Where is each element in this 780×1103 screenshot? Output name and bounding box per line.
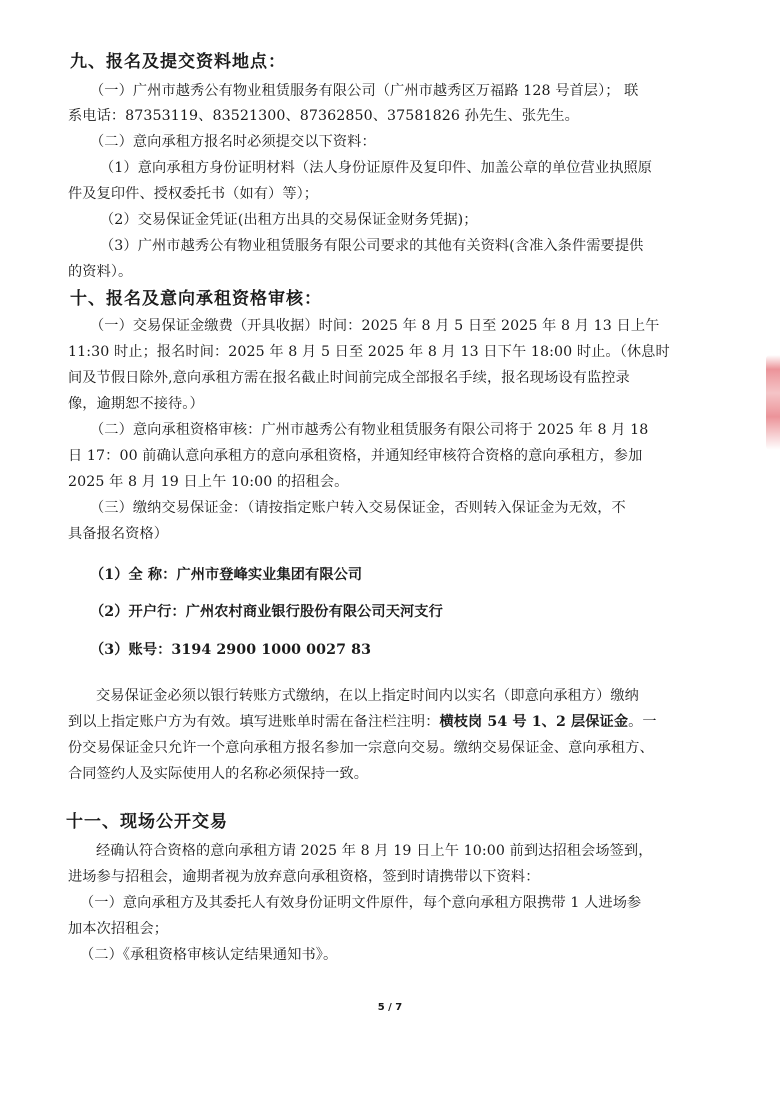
s10-para-2 — [68, 712, 657, 732]
s10-line-4: 像，逾期恕不接待。） — [68, 396, 204, 412]
seal-stamp-edge — [766, 355, 780, 450]
section-11-heading: 十一、现场公开交易 — [66, 812, 228, 832]
s11-line-3: （一）意向承租方及其委托人有效身份证明文件原件，每个意向承租方限携带 1 人进场参 — [80, 895, 642, 911]
account-number: （3）账号：3194 2900 1000 0027 83 — [90, 642, 372, 658]
s11-line-2: 进场参与招租会，逾期者视为放弃意向承租资格，签到时请携带以下资料： — [68, 869, 540, 885]
account-name: （1）全 称：广州市登峰实业集团有限公司 — [90, 567, 363, 583]
s9-line-4: （1）意向承租方身份证明材料（法人身份证原件及复印件、加盖公章的单位营业执照原 — [100, 160, 653, 176]
s9-line-2: 系电话：87353119、83521300、87362850、37581826 孙先生、张先生。 — [68, 108, 579, 124]
s10-line-6: 日 17：00 前确认意向承租方的意向承租资格，并通知经审核符合资格的意向承租方，参加 — [68, 448, 643, 464]
page-number: 5 / 7 — [377, 1002, 403, 1013]
s10-line-5: （二）意向承租资格审核：广州市越秀公有物业租赁服务有限公司将于 2025 年 8 月 18 — [90, 422, 649, 438]
s10-line-1: （一）交易保证金缴费（开具收据）时间：2025 年 8 月 5 日至 2025 年 8 月 13 日上午 — [90, 318, 660, 334]
deposit-remark: 横枝岗 54 号 1、2 层保证金 — [439, 714, 629, 730]
s10-line-9: 具备报名资格） — [68, 526, 169, 542]
section-9-heading: 九、报名及提交资料地点： — [70, 52, 286, 72]
s10-line-8: （三）缴纳交易保证金：（请按指定账户转入交易保证金，否则转入保证金为无效，不 — [90, 500, 626, 516]
s10-line-3: 间及节假日除外,意向承租方需在报名截止时间前完成全部报名手续，报名现场设有监控录 — [68, 370, 630, 386]
s11-line-1: 经确认符合资格的意向承租方请 2025 年 8 月 19 日上午 10:00 前到达招租会场签到， — [96, 843, 653, 859]
s10-para-2-text: 到以上指定账户方为有效。填写进账单时需在备注栏注明： — [68, 714, 440, 730]
s9-line-8: 的资料）。 — [68, 264, 133, 280]
s11-line-4: 加本次招租会； — [68, 921, 169, 937]
s10-para-1: 交易保证金必须以银行转账方式缴纳，在以上指定时间内以实名（即意向承租方）缴纳 — [96, 688, 639, 704]
s9-line-1: （一）广州市越秀公有物业租赁服务有限公司（广州市越秀区万福路 128 号首层）； 联 — [90, 83, 639, 99]
s11-line-5: （二）《承租资格审核认定结果通知书》。 — [80, 947, 338, 963]
s10-line-7: 2025 年 8 月 19 日上午 10:00 的招租会。 — [68, 474, 349, 490]
s10-para-3: 份交易保证金只允许一个意向承租方报名参加一宗意向交易。缴纳交易保证金、意向承租方、 — [68, 740, 654, 756]
section-10-heading: 十、报名及意向承租资格审核： — [70, 289, 322, 309]
s9-line-7: （3）广州市越秀公有物业租赁服务有限公司要求的其他有关资料(含准入条件需要提供 — [100, 238, 644, 254]
s9-line-6: （2）交易保证金凭证(出租方出具的交易保证金财务凭据)； — [100, 212, 478, 228]
s10-line-2: 11:30 时止；报名时间：2025 年 8 月 5 日至 2025 年 8 月 13 日下午 18:00 时止。（休息时 — [68, 344, 670, 360]
s10-para-2-tail: 。一 — [628, 714, 657, 730]
s10-para-4: 合同签约人及实际使用人的名称必须保持一致。 — [68, 766, 369, 782]
account-bank: （2）开户行：广州农村商业银行股份有限公司天河支行 — [90, 604, 443, 620]
s9-line-5: 件及复印件、授权委托书（如有）等）； — [68, 186, 319, 202]
s9-line-3: （二）意向承租方报名时必须提交以下资料： — [90, 134, 376, 150]
